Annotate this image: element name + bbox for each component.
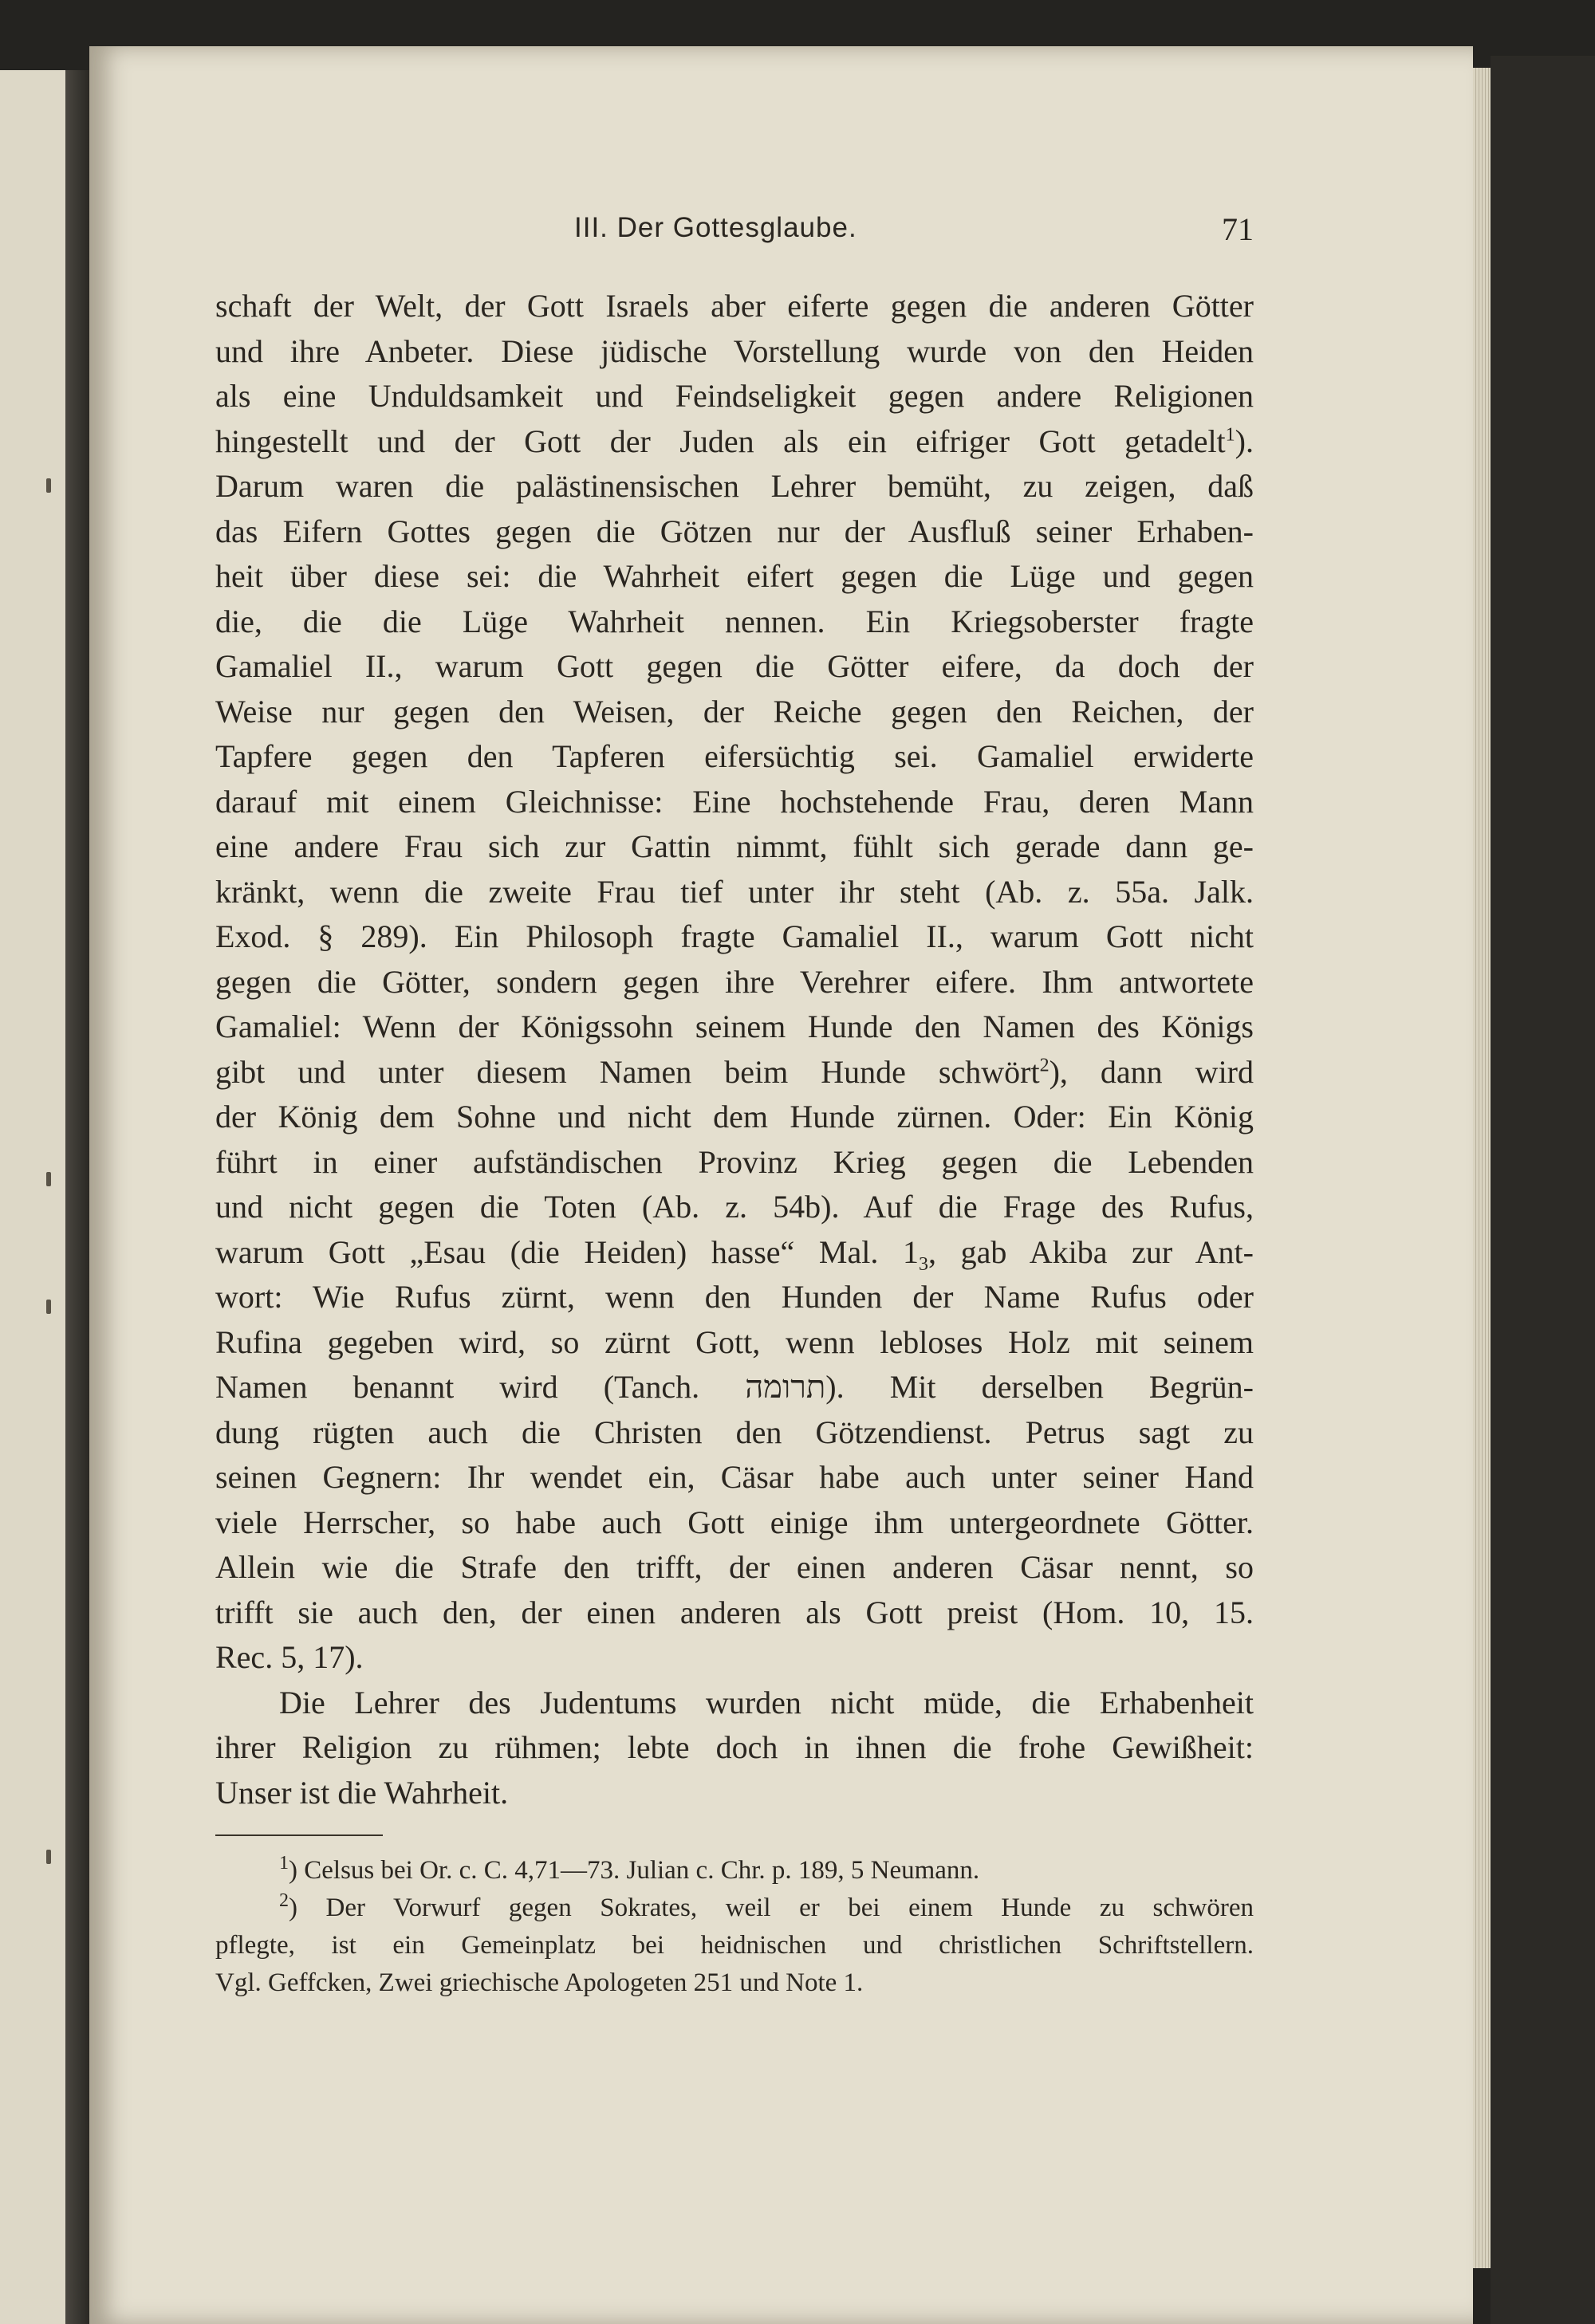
footnote-ref: 1 (1225, 424, 1235, 446)
text-segment: ), dann wird (1049, 1053, 1254, 1090)
text-line: Gamaliel: Wenn der Königssohn seinem Hunde den Namen des Königs (215, 1009, 1254, 1044)
footnote-line: pflegte, ist ein Gemeinplatz bei heidnischen und christlichen Schriftstellern. (215, 1931, 1254, 1960)
text-line: die, die die Lüge Wahrheit nennen. Ein Kriegsoberster fragte (215, 603, 1254, 639)
footnote-divider (215, 1834, 383, 1836)
text-segment: Namen benannt wird (Tanch. (215, 1369, 700, 1405)
footnotes (215, 1852, 1254, 2002)
text-line: Unser ist die Wahrheit. (215, 1774, 509, 1811)
text-line (215, 419, 1254, 465)
text-line: seinen Gegnern: Ihr wendet ein, Cäsar habe auch unter seiner Hand (215, 1459, 1254, 1495)
text-line: Tapfere gegen den Tapferen eifersüchtig sei. Gamaliel erwiderte (215, 738, 1254, 774)
text-line: Darum waren die palästinensischen Lehrer bemüht, zu zeigen, daß (215, 468, 1254, 504)
text-line: Gamaliel II., warum Gott gegen die Götter eifere, da doch der (215, 648, 1254, 684)
text-line: und nicht gegen die Toten (Ab. z. 54b). Auf die Frage des Rufus, (215, 1189, 1254, 1225)
text-line: ihrer Religion zu rühmen; lebte doch in ihnen die frohe Gewißheit: (215, 1729, 1254, 1765)
text-segment: warum Gott „Esau (die Heiden) hasse“ Mal. 1 (215, 1233, 919, 1270)
text-line: heit über diese sei: die Wahrheit eifert gegen die Lüge und gegen (215, 558, 1254, 594)
text-line: eine andere Frau sich zur Gattin nimmt, fühlt sich gerade dann ge- (215, 828, 1254, 864)
page-content (215, 206, 1254, 2002)
page-stack-edge (1473, 68, 1491, 2268)
footnote-text: Der Vorwurf gegen Sokrates, weil er bei einem Hunde zu schwören (325, 1893, 1254, 1922)
book-cover-edge (1491, 56, 1595, 2324)
text-line: Rufina gegeben wird, so zürnt Gott, wenn lebloses Holz mit seinem (215, 1323, 1254, 1360)
text-line: wort: Wie Rufus zürnt, wenn den Hunden der Name Rufus oder (215, 1279, 1254, 1315)
footnote-text: Celsus bei Or. c. C. 4,71—73. Julian c. Chr. p. 189, 5 Neumann. (304, 1856, 980, 1885)
text-line (215, 1230, 1254, 1276)
text-line: der König dem Sohne und nicht dem Hunde zürnen. Oder: Ein König (215, 1099, 1254, 1134)
text-line: Weise nur gegen den Weisen, der Reiche gegen den Reichen, der (215, 693, 1254, 729)
text-line: Allein wie die Strafe den trifft, der einen anderen Cäsar nennt, so (215, 1549, 1254, 1585)
text-segment: ). (1235, 423, 1254, 459)
text-line: dung rügten auch die Christen den Götzendienst. Petrus sagt zu (215, 1414, 1254, 1450)
text-segment: hingestellt und der Gott der Juden als ein eifriger Gott getadelt (215, 423, 1226, 459)
text-line: kränkt, wenn die zweite Frau tief unter ihr steht (Ab. z. 55a. Jalk. (215, 873, 1254, 910)
footnote-1: $^1$) Celsus bei Or. c. C. 4,71—73. Julian c. Chr. p. 189, 5 Neumann. (279, 1853, 980, 1885)
text-line (215, 1365, 1254, 1410)
text-segment: , gab Akiba zur Ant- (927, 1233, 1254, 1270)
text-line: gegen die Götter, sondern gegen ihre Verehrer eifere. Ihm antwortete (215, 963, 1254, 1000)
gutter-shadow (65, 70, 89, 2324)
text-line: Rec. 5, 17). (215, 1639, 364, 1675)
binding-marks (46, 478, 57, 1993)
footnote-mark: 2 (279, 1890, 289, 1911)
text-line: als eine Unduldsamkeit und Feindseligkeit gegen andere Religionen (215, 378, 1254, 414)
hebrew-word: תרומה (745, 1369, 826, 1405)
text-line: Exod. § 289). Ein Philosoph fragte Gamaliel II., warum Gott nicht (215, 918, 1254, 954)
text-segment: gibt und unter diesem Namen beim Hunde schwört (215, 1053, 1040, 1090)
footnote-line: Vgl. Geffcken, Zwei griechische Apologeten 251 und Note 1. (215, 1968, 864, 1997)
text-line: schaft der Welt, der Gott Israels aber eiferte gegen die anderen Götter (215, 288, 1254, 324)
text-line: führt in einer aufständischen Provinz Krieg gegen die Lebenden (215, 1143, 1254, 1180)
text-line: trifft sie auch den, der einen anderen als Gott preist (Hom. 10, 15. (215, 1594, 1254, 1630)
chapter-title: III. Der Gottesglaube. (574, 212, 857, 243)
text-line (215, 1050, 1254, 1095)
text-line: und ihre Anbeter. Diese jüdische Vorstellung wurde von den Heiden (215, 332, 1254, 369)
text-line: darauf mit einem Gleichnisse: Eine hochstehende Frau, deren Mann (215, 783, 1254, 820)
footnote-2: $^2$) Der Vorwurf gegen Sokrates, weil er bei einem Hunde zu schwören (279, 1890, 1254, 1922)
page-number: 71 (1222, 211, 1254, 247)
footnote-ref: 2 (1039, 1055, 1050, 1076)
body-text (215, 284, 1254, 1815)
running-head (215, 206, 1254, 269)
verse-subscript: 3 (918, 1253, 928, 1275)
left-page-edge (0, 70, 68, 2324)
text-line: viele Herrscher, so habe auch Gott einige ihm untergeordnete Götter. (215, 1504, 1254, 1540)
text-segment: ). Mit derselben Begrün- (825, 1369, 1254, 1405)
text-line: das Eifern Gottes gegen die Götzen nur der Ausfluß seiner Erhaben- (215, 513, 1254, 549)
footnote-mark: 1 (279, 1853, 289, 1874)
text-line: Die Lehrer des Judentums wurden nicht müde, die Erhabenheit (279, 1684, 1254, 1720)
